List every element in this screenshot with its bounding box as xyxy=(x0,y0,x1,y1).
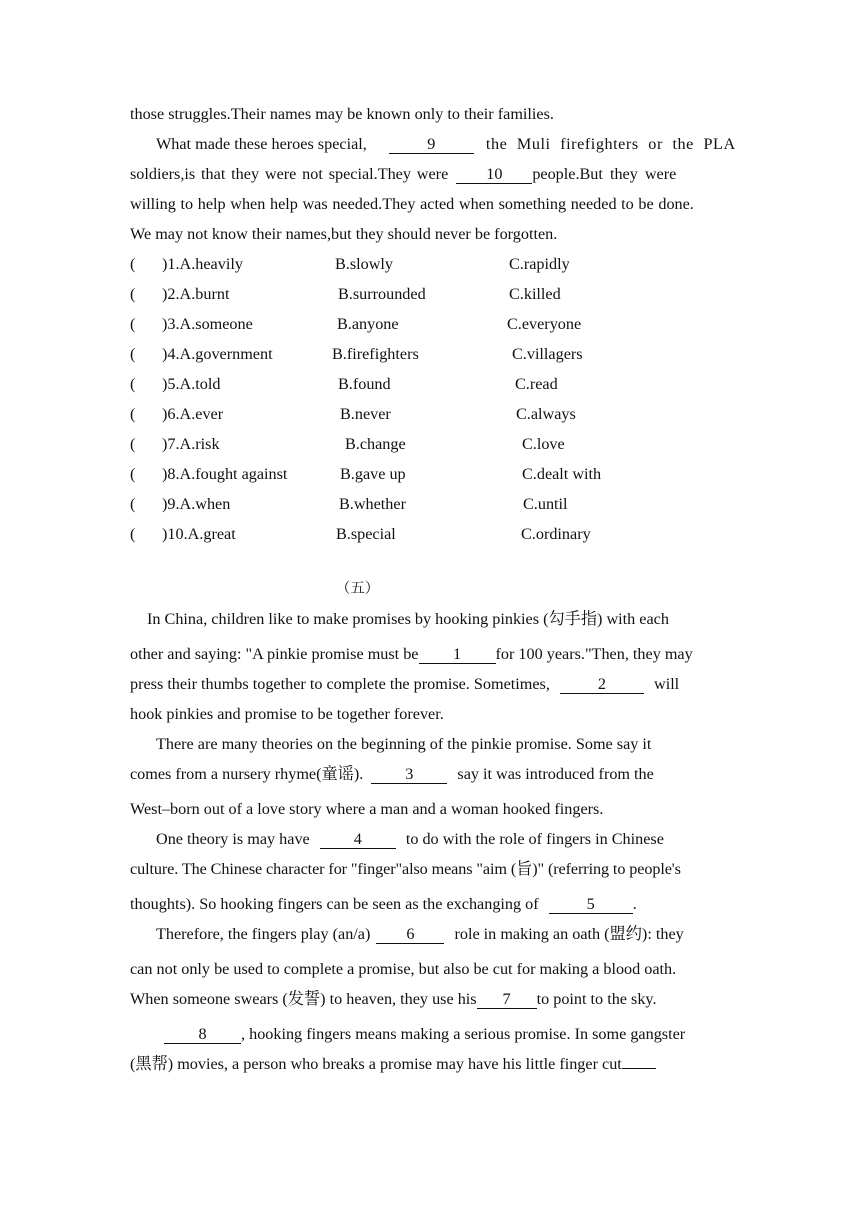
option-c[interactable]: C.always xyxy=(516,405,576,423)
text-segment: press their thumbs together to complete the promise. Sometimes, xyxy=(130,675,550,693)
option-a[interactable]: )3.A.someone xyxy=(162,315,253,333)
text-segment: (黑帮) movies, a person who breaks a promise may have his little finger cut xyxy=(130,1055,622,1073)
passage-line xyxy=(156,134,736,154)
blank-7[interactable]: 7 xyxy=(477,991,537,1009)
text-segment: . xyxy=(632,895,637,913)
answer-bracket[interactable]: ( xyxy=(130,525,136,543)
option-b[interactable]: B.special xyxy=(336,525,396,543)
passage-line xyxy=(156,829,730,849)
option-b[interactable]: B.never xyxy=(340,405,391,423)
passage-line xyxy=(130,894,730,914)
passage-line xyxy=(130,674,730,694)
option-a[interactable]: )8.A.fought against xyxy=(162,465,288,483)
text-segment: for 100 years."Then, they may xyxy=(495,645,693,663)
passage-line: In China, children like to make promises by hooking pinkies (勾手指) with each xyxy=(147,610,669,628)
option-c[interactable]: C.villagers xyxy=(512,345,583,363)
text-segment: What made these heroes special, xyxy=(156,135,367,153)
text-segment: to point to the sky. xyxy=(536,990,657,1008)
option-c[interactable]: C.rapidly xyxy=(509,255,570,273)
option-b[interactable]: B.change xyxy=(345,435,406,453)
passage-line xyxy=(130,764,730,784)
option-a[interactable]: )6.A.ever xyxy=(162,405,224,423)
answer-bracket[interactable]: ( xyxy=(130,435,136,453)
answer-bracket[interactable]: ( xyxy=(130,495,136,513)
option-c[interactable]: C.ordinary xyxy=(521,525,591,543)
passage-line xyxy=(130,644,730,664)
text-segment: comes from a nursery rhyme(童谣). xyxy=(130,765,364,783)
text-segment: One theory is may have xyxy=(156,830,310,848)
option-c[interactable]: C.love xyxy=(522,435,565,453)
text-segment: When someone swears (发誓) to heaven, they use his xyxy=(130,990,477,1008)
trailing-blank[interactable] xyxy=(622,1068,656,1069)
option-a[interactable]: )5.A.told xyxy=(162,375,221,393)
passage-line: willing to help when help was needed.They acted when something needed to be done. xyxy=(130,195,694,213)
text-segment: the Muli firefighters or the PLA xyxy=(485,135,736,153)
passage-line xyxy=(130,164,730,184)
passage-line: West–born out of a love story where a man and a woman hooked fingers. xyxy=(130,800,604,818)
text-segment: Therefore, the fingers play (an/a) xyxy=(156,925,371,943)
option-a[interactable]: )4.A.government xyxy=(162,345,273,363)
passage-line: We may not know their names,but they should never be forgotten. xyxy=(130,225,558,243)
text-segment: people.But they were xyxy=(532,165,677,183)
passage-line xyxy=(164,1024,730,1044)
answer-bracket[interactable]: ( xyxy=(130,405,136,423)
option-a[interactable]: )10.A.great xyxy=(162,525,236,543)
text-segment: role in making an oath (盟约): they xyxy=(454,925,684,943)
text-segment: say it was introduced from the xyxy=(457,765,654,783)
passage-line: There are many theories on the beginning of the pinkie promise. Some say it xyxy=(156,735,652,753)
option-a[interactable]: )7.A.risk xyxy=(162,435,220,453)
option-c[interactable]: C.read xyxy=(515,375,558,393)
blank-9[interactable]: 9 xyxy=(389,136,474,154)
option-a[interactable]: )9.A.when xyxy=(162,495,231,513)
answer-bracket[interactable]: ( xyxy=(130,315,136,333)
option-c[interactable]: C.dealt with xyxy=(522,465,602,483)
option-c[interactable]: C.killed xyxy=(509,285,561,303)
text-segment: to do with the role of fingers in Chinese xyxy=(405,830,664,848)
option-a[interactable]: )1.A.heavily xyxy=(162,255,243,273)
option-b[interactable]: B.found xyxy=(338,375,391,393)
option-b[interactable]: B.slowly xyxy=(335,255,394,273)
text-segment: will xyxy=(654,675,680,693)
text-segment: soldiers,is that they were not special.They were xyxy=(130,165,449,183)
passage-line xyxy=(156,924,730,944)
blank-8[interactable]: 8 xyxy=(164,1026,241,1044)
passage-line xyxy=(130,1054,730,1074)
passage-line: can not only be used to complete a promise, but also be cut for making a blood oath. xyxy=(130,960,677,978)
option-b[interactable]: B.surrounded xyxy=(338,285,426,303)
text-segment: , hooking fingers means making a serious promise. In some gangster xyxy=(241,1025,686,1043)
answer-bracket[interactable]: ( xyxy=(130,285,136,303)
blank-5[interactable]: 5 xyxy=(549,896,633,914)
passage-line xyxy=(130,989,730,1009)
blank-4[interactable]: 4 xyxy=(320,831,396,849)
passage-line: culture. The Chinese character for "finger"also means "aim (旨)" (referring to people's xyxy=(130,860,681,878)
answer-bracket[interactable]: ( xyxy=(130,375,136,393)
option-c[interactable]: C.everyone xyxy=(507,315,582,333)
passage-line: those struggles.Their names may be known only to their families. xyxy=(130,105,554,123)
answer-bracket[interactable]: ( xyxy=(130,255,136,273)
blank-6[interactable]: 6 xyxy=(376,926,444,944)
text-segment: thoughts). So hooking fingers can be seen as the exchanging of xyxy=(130,895,539,913)
blank-1[interactable]: 1 xyxy=(419,646,496,664)
option-c[interactable]: C.until xyxy=(523,495,568,513)
section-heading: （五） xyxy=(335,581,380,597)
answer-bracket[interactable]: ( xyxy=(130,345,136,363)
blank-3[interactable]: 3 xyxy=(371,766,447,784)
text-segment: other and saying: "A pinkie promise must be xyxy=(130,645,419,663)
option-a[interactable]: )2.A.burnt xyxy=(162,285,230,303)
passage-line: hook pinkies and promise to be together forever. xyxy=(130,705,444,723)
option-b[interactable]: B.gave up xyxy=(340,465,406,483)
blank-2[interactable]: 2 xyxy=(560,676,644,694)
option-b[interactable]: B.whether xyxy=(339,495,406,513)
blank-10[interactable]: 10 xyxy=(456,166,532,184)
option-b[interactable]: B.firefighters xyxy=(332,345,419,363)
answer-bracket[interactable]: ( xyxy=(130,465,136,483)
option-b[interactable]: B.anyone xyxy=(337,315,399,333)
